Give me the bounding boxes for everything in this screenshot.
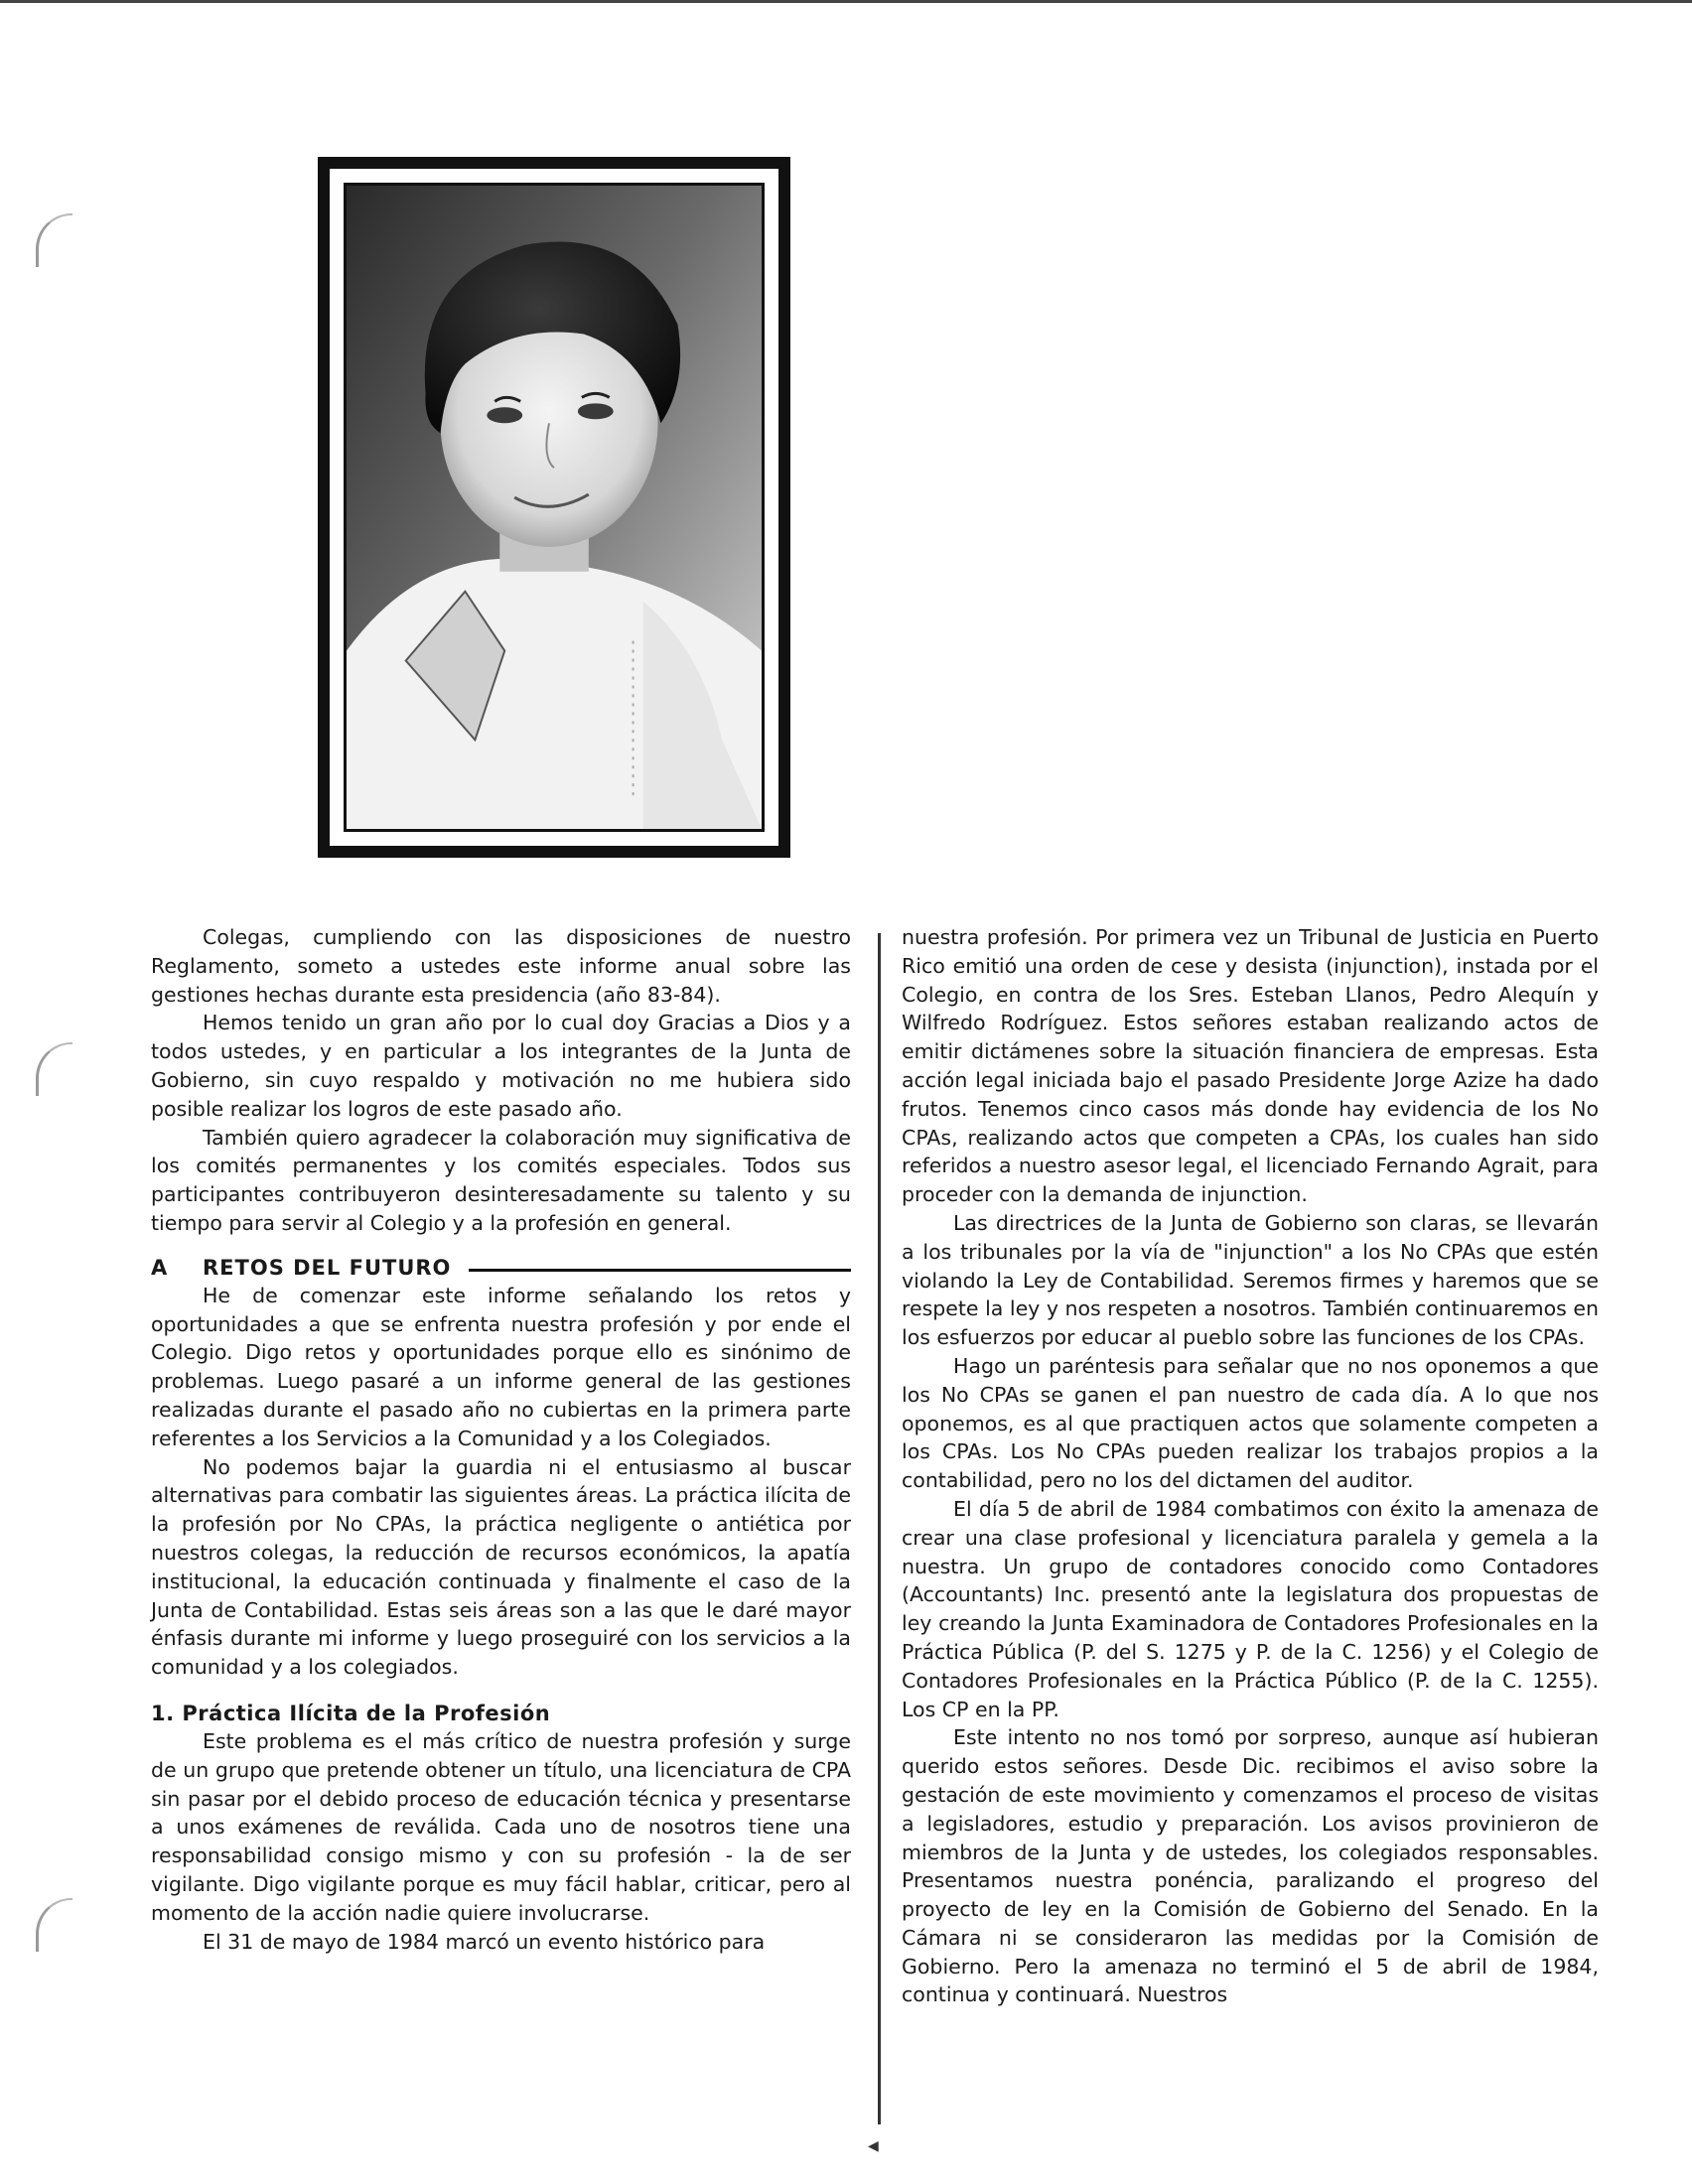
paragraph: nuestra profesión. Por primera vez un Tribunal de Justicia en Puerto Rico emitió una orden de cese y desista (injunction), instada por el Colegio, en contra de los Sres. Esteban Llanos, Pedro Alequín y Wilfredo Rodríguez. Estos señores estaban realizando actos de emitir dictámenes sobre la situación financiera de empresas. Esta acción legal iniciada bajo el pasado Presidente Jorge Azize ha dado frutos. Tenemos cinco casos más donde hay evidencia de los No CPAs, realizando actos que competen a CPAs, los cuales han sido referidos a nuestro asesor legal, el licenciado Fernando Agrait, para proceder con la demanda de injunction. [902, 925, 1599, 1207]
column-divider [878, 933, 881, 2124]
section-heading [151, 1254, 851, 1282]
paragraph: También quiero agradecer la colaboración muy significativa de los comités permanentes y los comités especiales. Todos sus participantes contribuyeron desinteresadamente su talento y su tiempo para servir al Colegio y a la profesión en general. [151, 1125, 851, 1235]
paragraph: Colegas, cumpliendo con las disposiciones de nuestro Reglamento, someto a ustedes este informe anual sobre las gestiones hechas durante esta presidencia (año 83-84). [151, 925, 851, 1007]
section-rule [469, 1269, 851, 1272]
section-letter: A [151, 1255, 169, 1280]
portrait-photo [344, 183, 765, 832]
paragraph: Este problema es el más crítico de nuestra profesión y surge de un grupo que pretende obtener un título, una licenciatura de CPA sin pasar por el debido proceso de educación técnica y presentarse a unos exámenes de reválida. Cada uno de nosotros tiene una responsabilidad consigo mismo y con su profesión - la de ser vigilante. Digo vigilante porque es muy fácil hablar, criticar, pero al momento de la acción nadie quiere involucrarse. [151, 1728, 851, 1925]
paragraph: El día 5 de abril de 1984 combatimos con éxito la amenaza de crear una clase profesional y licenciatura paralela y gemela a la nuestra. Un grupo de contadores conocido como Contadores (Accountants) Inc. presentó ante la legislatura dos propuestas de ley creando la Junta Examinadora de Contadores Profesionales en la Práctica Pública (P. del S. 1275 y P. de la C. 1256) y el Colegio de Contadores Profesionales en la Práctica Público (P. de la C. 1255). Los CP en la PP. [902, 1496, 1599, 1721]
paragraph: Las directrices de la Junta de Gobierno son claras, se llevarán a los tribunales por la vía de "injunction" a los No CPAs que estén violando la Ley de Contabilidad. Seremos firmes y haremos que se respete la ley y nos respeten a nosotros. También continuaremos en los esfuerzos por educar al pueblo sobre las funciones de los CPAs. [902, 1210, 1599, 1350]
left-column [151, 923, 851, 1956]
paragraph: El 31 de mayo de 1984 marcó un evento histórico para [203, 1929, 766, 1954]
paragraph: Hemos tenido un gran año por lo cual doy Gracias a Dios y a todos ustedes, y en particular a los integrantes de la Junta de Gobierno, sin cuyo respaldo y motivación no me hubiera sido posible realizar los logros de este pasado año. [151, 1011, 851, 1121]
portrait-photo-frame [318, 157, 790, 858]
binder-hole-mark [36, 1898, 72, 1952]
binder-hole-mark [36, 213, 72, 267]
top-edge-rule [0, 0, 1692, 3]
subsection-heading: 1. Práctica Ilícita de la Profesión [151, 1701, 551, 1725]
section-title: RETOS DEL FUTURO [203, 1255, 452, 1280]
right-column [902, 923, 1599, 2009]
paragraph: Hago un paréntesis para señalar que no nos oponemos a que los No CPAs se ganen el pan nuestro de cada día. A lo que nos oponemos, es al que practiquen actos que solamente competen a los CPAs. Los No CPAs pueden realizar los trabajos propios a la contabilidad, pero no los del dictamen del auditor. [902, 1353, 1599, 1493]
paragraph: No podemos bajar la guardia ni el entusiasmo al buscar alternativas para combatir las siguientes áreas. La práctica ilícita de la profesión por No CPAs, la práctica negligente o antiética por nuestros colegas, la reducción de recursos económicos, la apatía institucional, la educación continuada y finalmente el caso de la Junta de Contabilidad. Estas seis áreas son a las que le daré mayor énfasis durante mi informe y luego proseguiré con los servicios a la comunidad y a los colegiados. [151, 1454, 851, 1680]
paragraph: Este intento no nos tomó por sorpreso, aunque así hubieran querido estos señores. Desde Dic. recibimos el aviso sobre la gestación de este movimiento y comenzamos el proceso de visitas a legisladores, estudio y preparación. Los avisos provinieron de miembros de la Junta y de ustedes, los colegiados responsables. Presentamos nuestra ponéncia, paralizando el progreso del proyecto de ley en la Comisión de Gobierno del Senado. En la Cámara ni se consideraron las medidas por la Comisión de Gobierno. Pero la amenaza no terminó el 5 de abril de 1984, continua y continuará. Nuestros [902, 1725, 1599, 2007]
paragraph: He de comenzar este informe señalando los retos y oportunidades a que se enfrenta nuestra profesión y por ende el Colegio. Digo retos y oportunidades porque ello es sinónimo de problemas. Luego pasaré a un informe general de las gestiones realizadas durante el pasado año no cubiertas en la primera parte referentes a los Servicios a la Comunidad y a los Colegiados. [151, 1283, 851, 1450]
continuation-arrow-icon: ◀ [868, 2138, 879, 2154]
binder-hole-mark [36, 1042, 72, 1096]
